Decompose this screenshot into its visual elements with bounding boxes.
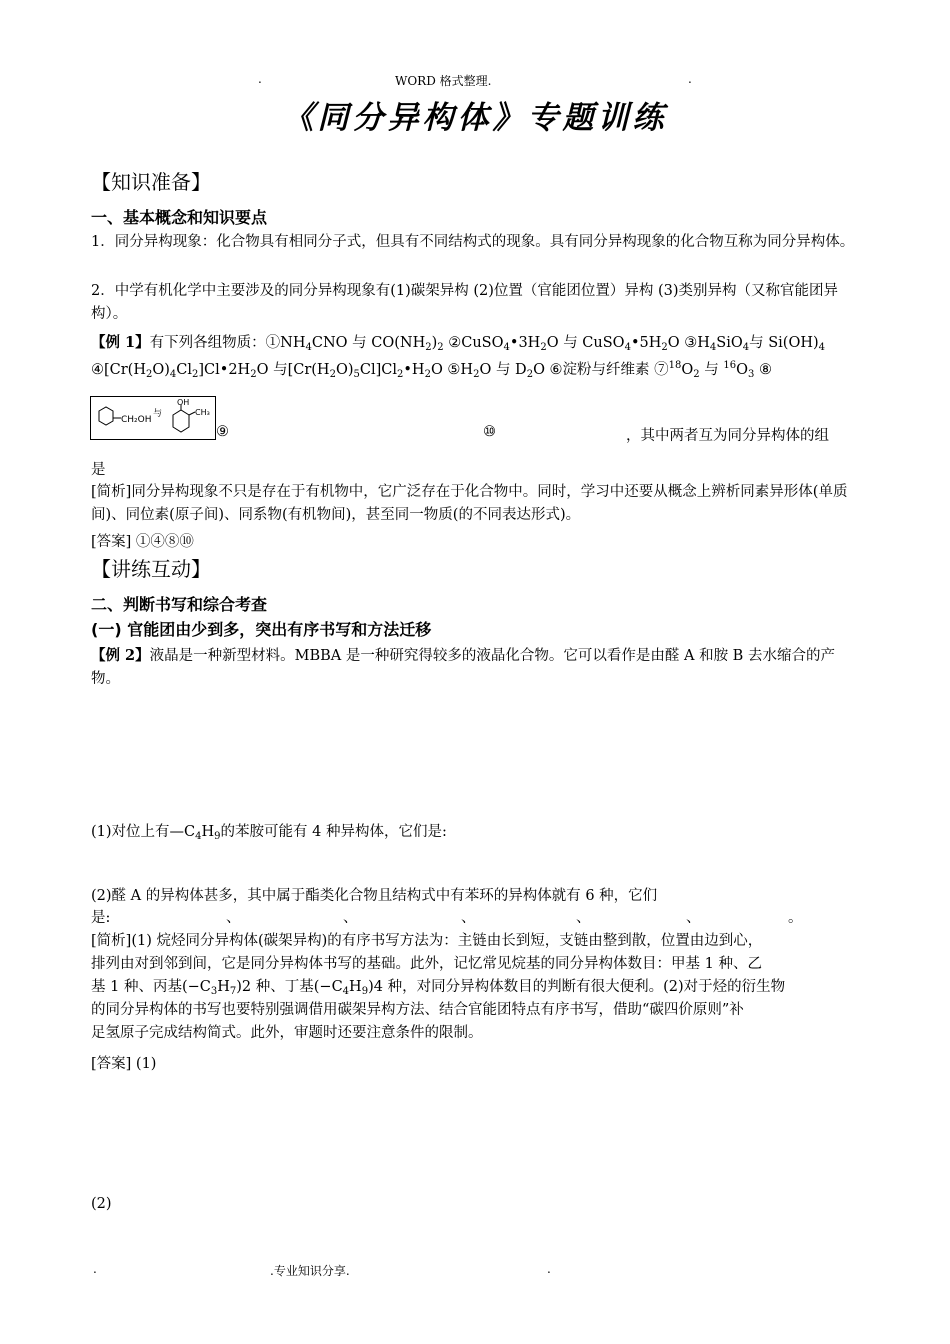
header-dot-left: . xyxy=(258,72,262,86)
section-practice: 【讲练互动】 xyxy=(91,557,211,581)
example-2-analysis-2: 排列由对到邻到间，它是同分异构体书写的基础。此外，记忆常见烷基的同分异构体数目：甲基 1 种、乙 xyxy=(91,956,762,972)
footer-dot-right: . xyxy=(547,1262,551,1276)
page-title: 《同分异构体》专题训练 xyxy=(282,100,668,136)
heading-judgement: 二、判断书写和综合考查 xyxy=(91,595,268,614)
mol-ch3-label: CH₃ xyxy=(195,408,210,417)
paragraph-2: 2．中学有机化学中主要涉及的同分异构现象有(1)碳架异构 (2)位置（官能团位置）异构 (3)类别异构（又称官能团异构）。 xyxy=(91,283,839,322)
example-1-tail: ，其中两者互为同分异构体的组 xyxy=(626,428,829,444)
example-2-analysis-1: [简析](1) 烷烃同分异构体(碳架异构)的有序书写方法为：主链由长到短，支链由整到散，位置由边到心， xyxy=(91,933,763,949)
molecule-structure-figure xyxy=(90,396,216,440)
benzene-ring-icon-right xyxy=(173,405,195,432)
header-dot-right: . xyxy=(688,72,692,86)
answer-sep-5: 、 xyxy=(686,910,701,926)
answer-sep-1: 、 xyxy=(226,910,241,926)
heading-basic-concepts: 一、基本概念和知识要点 xyxy=(91,208,268,227)
mol-oh-label: OH xyxy=(177,398,190,407)
mol-left-label: CH₂OH xyxy=(121,415,152,425)
answer-sep-6: 。 xyxy=(788,910,803,926)
example-2-label: 【例 2】 xyxy=(91,647,150,664)
benzene-ring-icon-left xyxy=(99,407,113,425)
header-text: WORD 格式整理. xyxy=(395,74,492,88)
example-2-question-2: (2)醛 A 的异构体甚多，其中属于酯类化合物且结构式中有苯环的异构体就有 6 种，它们 xyxy=(91,888,658,904)
mol-mid-label: 与 xyxy=(153,409,163,419)
heading-functional-groups: (一) 官能团由少到多，突出有序书写和方法迁移 xyxy=(91,620,432,639)
example-2-text: 【例 2】液晶是一种新型材料。MBBA 是一种研究得较多的液晶化合物。它可以看作是由醛 A 和胺 B 去水缩合的产物。 xyxy=(91,647,835,687)
example-2-analysis-5: 足氢原子完成结构简式。此外，审题时还要注意条件的限制。 xyxy=(91,1025,483,1041)
example-1-shi: 是 xyxy=(91,462,106,478)
answer-sep-3: 、 xyxy=(461,910,476,926)
example-1-line-2: $④[Cr(H_2O)_4Cl_2]Cl•2H_2O$ 与$[Cr(H_2O)_5Cl]Cl_2•H_2O$ $⑤H_2O$ 与 $D_2O$ ⑥淀粉与纤维素 $⑦^{18}O_2$ 与 $^{16}O_3$ ⑧ xyxy=(91,360,772,380)
paragraph-1: 1．同分异构现象：化合物具有相同分子式，但具有不同结构式的现象。具有同分异构现象的化合物互称为同分异构体。 xyxy=(91,234,855,250)
example-1-analysis: [简析]同分异构现象不只是存在于有机物中，它广泛存在于化合物中。同时，学习中还要从概念上辨析同素异形体(单质间)、同位素(原子间)、同系物(有机物间)，甚至同一物质(的不同表达形式)。 xyxy=(91,484,848,523)
example-2-analysis-4: 的同分异构体的书写也要特别强调借用碳架异构方法、结合官能团特点有序书写，借助“碳四价原则”补 xyxy=(91,1002,744,1018)
example-1-line-1: 【例 1】有下列各组物质：$①NH_4CNO$ 与 $CO(NH_2)_2$ $②CuSO_4•3H_2O$ 与 $CuSO_4•5H_2O$ $③H_4SiO_4$与 $Si(OH)_4$ xyxy=(91,334,826,353)
item-10-marker: ⑩ xyxy=(483,424,496,440)
answer-sep-2: 、 xyxy=(343,910,358,926)
example-2-answer-1: [答案] (1) xyxy=(91,1056,157,1072)
example-1-label: 【例 1】 xyxy=(91,334,150,351)
example-2-analysis-3: 基 1 种、丙基$(-C_3H_7)2$ 种、丁基$(-C_4H_9)4$ 种，对同分异构体数目的判断有很大便利。(2)对于烃的衍生物 xyxy=(91,979,786,997)
example-2-question-2-answers: 是: 、 、 、 、 、 。 xyxy=(91,906,861,927)
example-1-answer: [答案] ①④⑧⑩ xyxy=(91,534,194,550)
example-2-question-1: (1)对位上有$—C_4H_9$的苯胺可能有 4 种异构体，它们是: xyxy=(91,824,447,842)
example-2-answer-2: (2) xyxy=(91,1196,112,1212)
footer-text: .专业知识分享. xyxy=(270,1264,350,1278)
section-knowledge: 【知识准备】 xyxy=(91,170,211,194)
item-9-marker: ⑨ xyxy=(216,424,229,440)
footer-dot-left: . xyxy=(93,1262,97,1276)
answer-sep-4: 、 xyxy=(576,910,591,926)
